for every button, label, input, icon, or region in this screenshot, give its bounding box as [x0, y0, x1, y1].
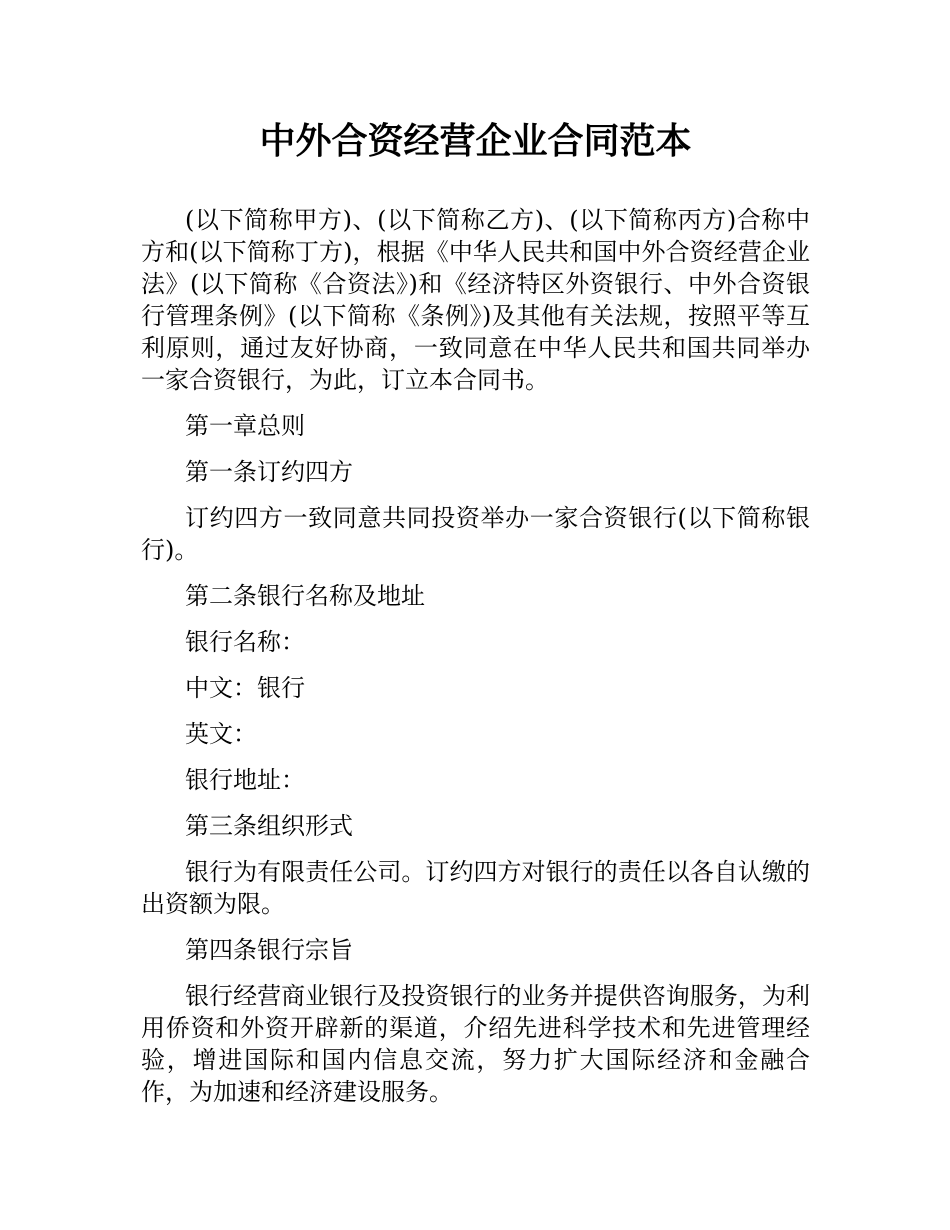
article-heading: 第一条订约四方 — [185, 458, 353, 486]
article-heading: 第三条组织形式 — [185, 812, 353, 840]
article-paragraph: 银行为有限责任公司。订约四方对银行的责任以各自认缴的出资额为限。 — [141, 858, 810, 918]
article-paragraph: 银行经营商业银行及投资银行的业务并提供咨询服务，为利用侨资和外资开辟新的渠道，介绍先进科学技术和先进管理经验，增进国际和国内信息交流，努力扩大国际经济和金融合作，为加速和经济建设服务。 — [141, 982, 810, 1106]
article-heading: 第二条银行名称及地址 — [185, 582, 425, 610]
field-line: 中文：银行 — [185, 674, 305, 702]
article-paragraph: 订约四方一致同意共同投资举办一家合资银行(以下简称银行)。 — [141, 504, 810, 564]
chapter-heading: 第一章总则 — [185, 412, 305, 440]
field-line: 英文： — [185, 720, 257, 748]
article-heading: 第四条银行宗旨 — [185, 936, 353, 964]
preamble-paragraph: (以下简称甲方)、(以下简称乙方)、(以下简称丙方)合称中方和(以下简称丁方)，根据《中华人民共和国中外合资经营企业法》(以下简称《合资法》)和《经济特区外资银行、中外合资银行管理条例》(以下简称《条例》)及其他有关法规，按照平等互利原则，通过友好协商，一致同意在中华人民共和国共同举办一家合资银行，为此，订立本合同书。 — [141, 206, 810, 394]
document-body — [141, 204, 810, 1122]
field-line: 银行地址： — [185, 766, 305, 794]
document-title: 中外合资经营企业合同范本 — [259, 121, 692, 162]
field-line: 银行名称： — [185, 628, 305, 656]
